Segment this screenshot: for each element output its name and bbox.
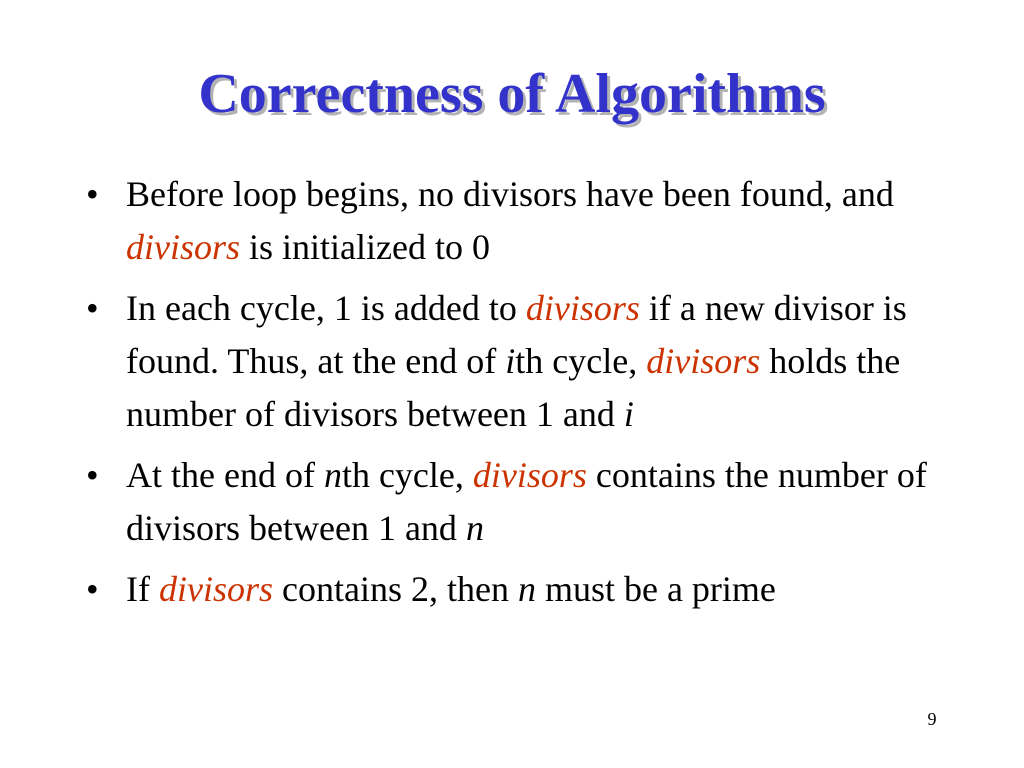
bullet-icon: • — [86, 174, 99, 214]
bullet-text: if a new divisor is found. Thus, at the end of — [126, 288, 907, 381]
bullet-text: If — [126, 569, 159, 609]
bullet-text: must be a prime — [535, 569, 776, 609]
bullet-text: th cycle, — [515, 341, 647, 381]
variable-divisors: divisors — [472, 455, 587, 495]
bullet-icon: • — [86, 569, 99, 609]
bullet-text: In each cycle, 1 is added to — [126, 288, 526, 328]
variable-divisors: divisors — [126, 227, 241, 267]
bullet-text: th cycle, — [341, 455, 473, 495]
page-number: 9 — [927, 709, 937, 729]
variable-i: i — [505, 341, 516, 381]
slide-title: Correctness of Algorithms — [198, 63, 826, 125]
bullet-item-3 — [84, 449, 954, 555]
bullet-icon: • — [86, 455, 99, 495]
variable-divisors: divisors — [158, 569, 273, 609]
variable-n: n — [517, 569, 536, 609]
variable-divisors: divisors — [646, 341, 761, 381]
bullet-item-4 — [84, 563, 954, 616]
bullet-list — [84, 168, 954, 624]
bullet-text: At the end of — [126, 455, 324, 495]
bullet-text: contains 2, then — [273, 569, 518, 609]
bullet-text: contains the number of divisors between 1 and — [126, 455, 927, 548]
bullet-text: is initialized to 0 — [240, 227, 490, 267]
bullet-text: Before loop begins, no divisors have been found, and — [126, 174, 894, 214]
variable-n: n — [465, 508, 484, 548]
variable-i: i — [623, 394, 634, 434]
variable-n: n — [323, 455, 342, 495]
bullet-item-2 — [84, 282, 954, 441]
variable-divisors: divisors — [525, 288, 640, 328]
bullet-item-1 — [84, 168, 954, 274]
bullet-icon: • — [86, 288, 99, 328]
bullet-text: holds the number of divisors between 1 and — [126, 341, 901, 434]
